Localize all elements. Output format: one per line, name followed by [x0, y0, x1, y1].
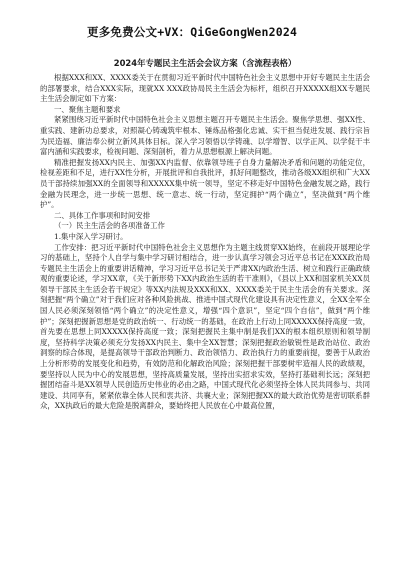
section-2-heading: 二、具体工作事项和时间安排: [54, 210, 151, 220]
section-2-subheading: （一）民主生活会的各项准备工作: [54, 221, 165, 231]
section-2-item-1: 1.集中深入学习研讨。: [54, 231, 128, 241]
section-1-paragraph-1: 紧紧围绕习近平新时代中国特色社会主义思想主题召开专题民主生活会。聚焦学思想、强XX性、重实践、建新功总要求，对照凝心铸魂筑牢根本、锤炼品格强化忠诚、实干担当促进发展、践行宗旨为民造福、廉洁奉公树立新风具体目标。深入学习领悟以学铸魂、以学增智、以学正风、以学促干丰富内涵和实践要求，检视问题、深刻剖析，着力从思想根源上解决问题。: [40, 115, 370, 157]
document-title: 2024年专题民主生活会会议方案（含流程表格）: [113, 58, 297, 68]
section-1-heading: 一、聚焦主题和要求: [54, 104, 121, 114]
watermark-text: 更多免费公文+VX：QiGeGongWen2024: [87, 25, 298, 39]
section-2-paragraph-1: 工作安排：把习近平新时代中国特色社会主义思想作为主题主线贯穿XX始终，在前段开展理论学习的基础上，坚持个人自学与集中学习研讨相结合，进一步认真学习领会习近平总书记在XXX政治局专题民主生活会上的重要讲话精神，学习习近平总书记关于严肃XX内政治生活、树立和践行正确政绩观的重要论述，学习XX章，《关于新形势下XX内政治生活的若干准则》，《县以上XX和国家机关XX员领导干部民主生活会若干规定》等XX内法规及XXX和XX、XXXX委关于民主生活会的有关要求。深刻把握“两个确立”对于我们应对各种风险挑战、推进中国式现代化建设具有决定性意义，全XX全军全国人民必须深刻领悟“两个确立”的决定性意义，增强“四个意识”，坚定“四个自信”，做到“两个维护”；深刻把握新思想是党的政治统一、行动统一的基础，在政治上行动上同XXXXX保持高度一致，首先要在思想上同XXXXX保持高度一致；深刻把握民主集中制是我们XX的根本组织原则和领导制度，坚持科学决策必须充分发扬XX内民主、集中全XX智慧；深刻把握政治敏锐性是政治站位、政治洞察的综合体现，是提高领导干部政治判断力、政治领悟力、政治执行力的重要前提，要善于从政治上分析形势的发展变化和趋势，有效防范和化解政治风险；深刻把握干部要树牢造福人民的政绩观，要坚持以人民为中心的发展思想，坚持高质量发展，坚持出实招求实效，坚持打基础利长远；深刻把握团结奋斗是XX领导人民创造历史伟业的必由之路，中国式现代化必须坚持全体人民共同参与、共同建设、共同享有，紧紧依靠全体人民和衷共济、共襄大业；深刻把握XX的最大政治优势是密切联系群众，XX执政后的最大危险是脱离群众，要始终把人民放在心中最高位置，: [40, 242, 370, 411]
section-1-paragraph-2: 精准把握发扬XX内民主、加强XX内监督、依靠领导班子自身力量解决矛盾和问题的功能定位，检视差距和不足，进行XX性分析，开展批评和自我批评，抓好问题整改，推动各级XX组织和广大XX员干部持续加强XX的全面领导和XXXXX集中统一领导，坚定不移走好中国特色金融发展之路，践行金融为民理念，进一步统一思想、统一意志、统一行动，坚定拥护“两个确立”，坚决做到“两个维护”。: [40, 157, 370, 210]
intro-paragraph: 根据XXX和XX、XXXX委关于在贯彻习近平新时代中国特色社会主义思想中开好专题民主生活会的部署要求，结合XXX实际，现就XX XXX政协局民主生活会为标杆，组织召开XXXXX组XX专题民主生活会制定如下方案：: [40, 73, 370, 104]
